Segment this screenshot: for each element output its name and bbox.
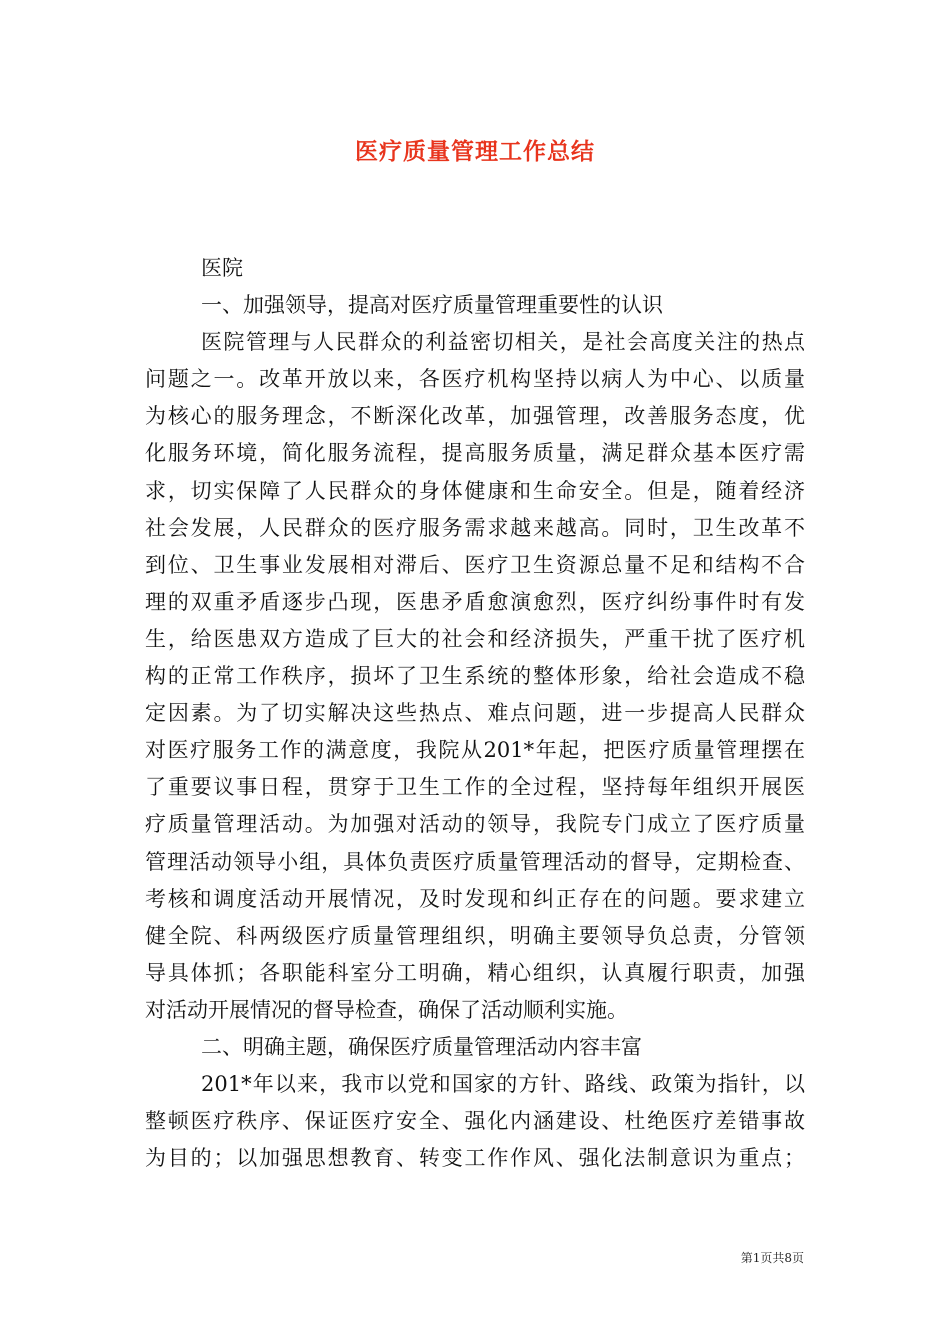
- paragraph-line: 疗质量管理活动。为加强对活动的领导，我院专门成立了医疗质量: [145, 812, 805, 837]
- paragraph-line: 一、加强领导，提高对医疗质量管理重要性的认识: [201, 293, 663, 318]
- paragraph-line: 健全院、科两级医疗质量管理组织，明确主要领导负总责，分管领: [145, 923, 805, 948]
- paragraph-line: 对活动开展情况的督导检查，确保了活动顺利实施。: [145, 997, 628, 1022]
- paragraph-line: 问题之一。改革开放以来，各医疗机构坚持以病人为中心、以质量: [145, 367, 805, 392]
- paragraph-line: 化服务环境，简化服务流程，提高服务质量，满足群众基本医疗需: [145, 441, 805, 466]
- paragraph-line: 医院管理与人民群众的利益密切相关，是社会高度关注的热点: [201, 330, 805, 355]
- paragraph-line: 构的正常工作秩序，损坏了卫生系统的整体形象，给社会造成不稳: [145, 664, 805, 689]
- paragraph-line: 导具体抓；各职能科室分工明确，精心组织，认真履行职责，加强: [145, 960, 805, 985]
- paragraph-line: 到位、卫生事业发展相对滞后、医疗卫生资源总量不足和结构不合: [145, 552, 805, 577]
- page-number-footer: 第1页共8页: [740, 1251, 804, 1265]
- paragraph-line: 为目的；以加强思想教育、转变工作作风、强化法制意识为重点；: [145, 1146, 805, 1171]
- paragraph-line: 医院: [201, 256, 243, 280]
- paragraph-line: 201*年以来，我市以党和国家的方针、路线、政策为指针，以: [201, 1072, 805, 1097]
- paragraph-line: 生，给医患双方造成了巨大的社会和经济损失，严重干扰了医疗机: [145, 626, 805, 651]
- paragraph-line: 为核心的服务理念，不断深化改革，加强管理，改善服务态度，优: [145, 404, 805, 429]
- paragraph-line: 定因素。为了切实解决这些热点、难点问题，进一步提高人民群众: [145, 701, 805, 726]
- paragraph-line: 社会发展，人民群众的医疗服务需求越来越高。同时，卫生改革不: [145, 515, 805, 540]
- paragraph-line: 管理活动领导小组，具体负责医疗质量管理活动的督导，定期检查、: [145, 849, 805, 874]
- paragraph-line: 理的双重矛盾逐步凸现，医患矛盾愈演愈烈，医疗纠纷事件时有发: [145, 589, 805, 614]
- paragraph-line: 了重要议事日程，贯穿于卫生工作的全过程，坚持每年组织开展医: [145, 775, 805, 800]
- paragraph-line: 二、明确主题，确保医疗质量管理活动内容丰富: [201, 1034, 642, 1059]
- paragraph-line: 求，切实保障了人民群众的身体健康和生命安全。但是，随着经济: [145, 478, 805, 503]
- document-body: [145, 250, 805, 1177]
- paragraph-line: 对医疗服务工作的满意度，我院从201*年起，把医疗质量管理摆在: [145, 738, 805, 763]
- paragraph-line: 整顿医疗秩序、保证医疗安全、强化内涵建设、杜绝医疗差错事故: [145, 1109, 805, 1134]
- document-title: 医疗质量管理工作总结: [355, 138, 595, 165]
- paragraph-line: 考核和调度活动开展情况，及时发现和纠正存在的问题。要求建立: [145, 886, 805, 911]
